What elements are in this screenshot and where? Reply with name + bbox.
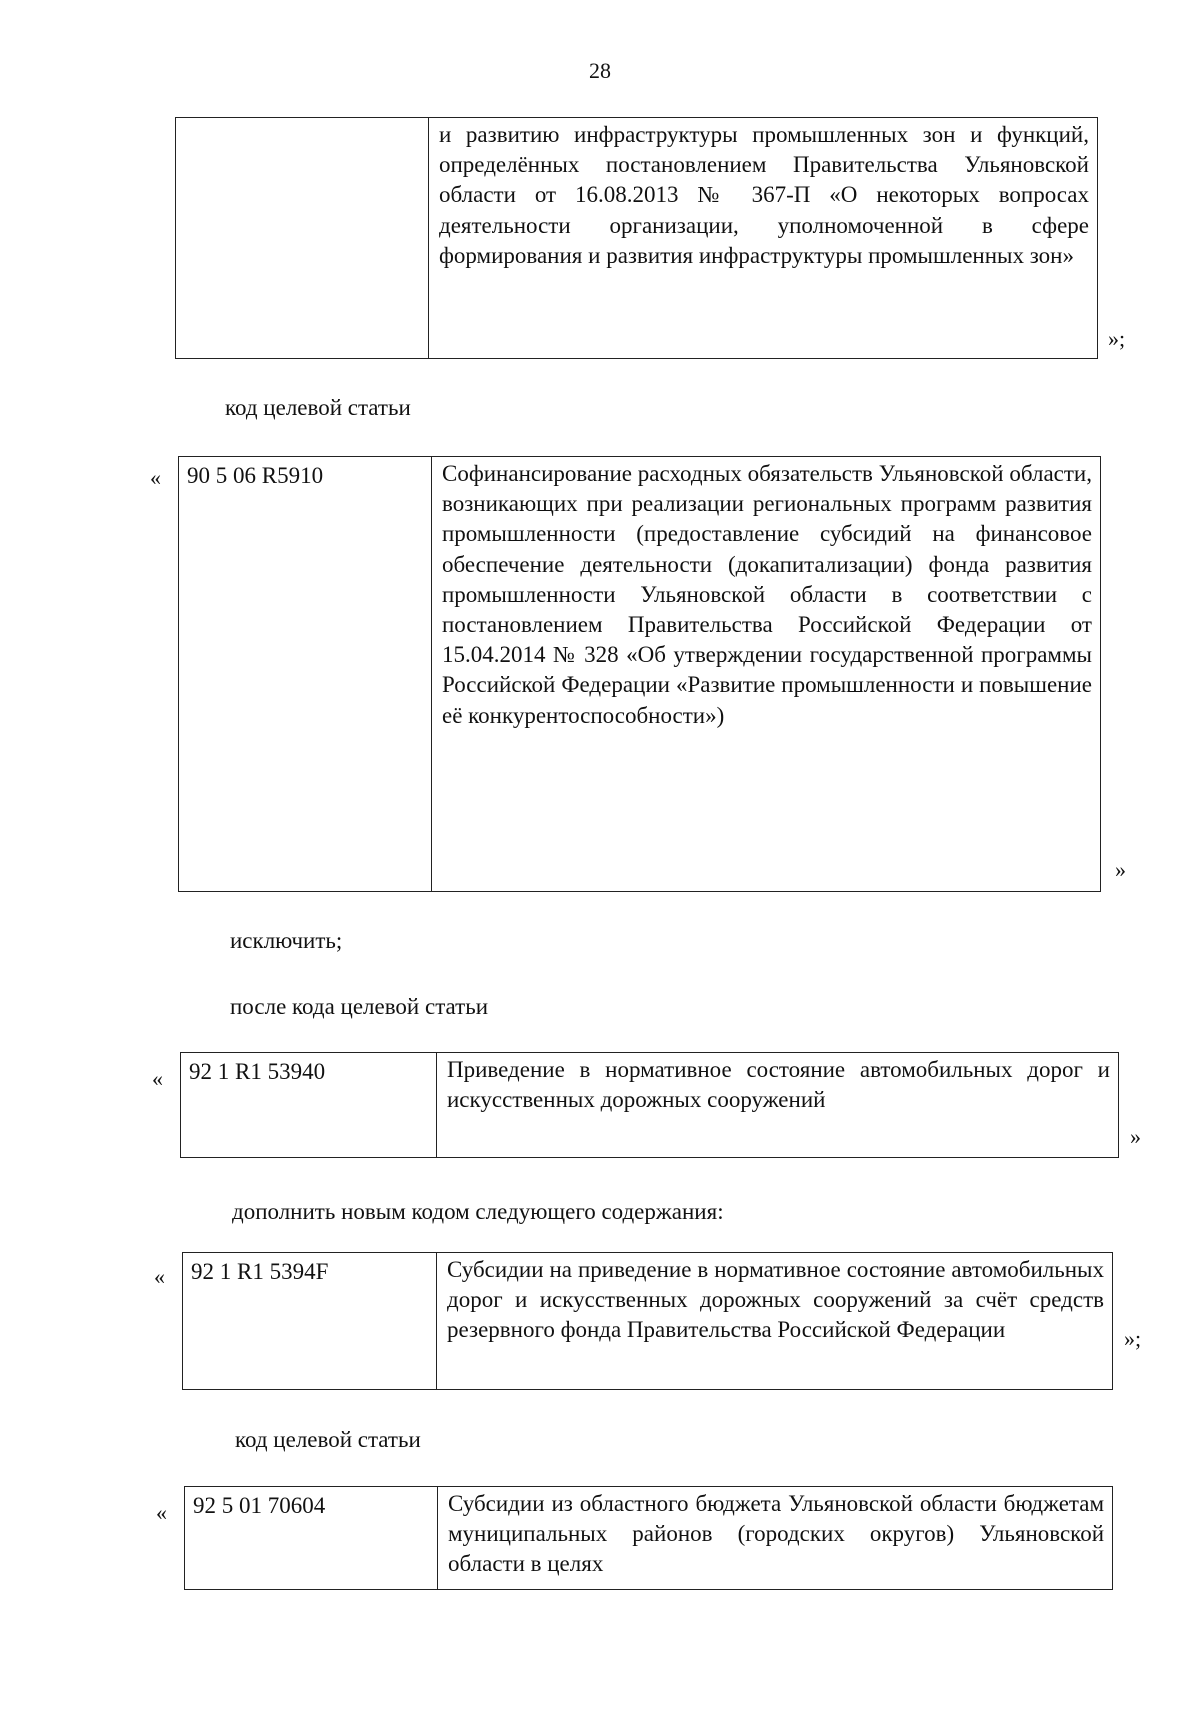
opening-quote: «: [156, 1500, 167, 1525]
closing-quote: »;: [1108, 326, 1126, 351]
description-cell: Субсидии на приведение в нормативное состояние автомобильных дорог и искусственных дорожных сооружений за счёт средств резервного фонда Правительства Российской Федерации: [437, 1253, 1113, 1390]
code-cell: 92 1 R1 5394F: [183, 1253, 437, 1390]
paragraph-exclude: исключить;: [230, 928, 343, 953]
code-cell: 90 5 06 R5910: [179, 457, 432, 892]
code-cell: 92 5 01 70604: [185, 1487, 438, 1590]
closing-quote: »;: [1124, 1326, 1142, 1351]
code-table-92-5-01-70604: [184, 1486, 1113, 1590]
paragraph-target-code: код целевой статьи: [225, 395, 411, 420]
code-cell: [176, 118, 429, 359]
code-table-92-1-R1-53940: [180, 1052, 1119, 1158]
code-table-90-5-06-R5910: [178, 456, 1101, 892]
description-cell: Субсидии из областного бюджета Ульяновской области бюджетам муниципальных районов (городских округов) Ульяновской области в целях: [438, 1487, 1113, 1590]
paragraph-target-code-2: код целевой статьи: [235, 1427, 421, 1452]
opening-quote: «: [150, 465, 161, 490]
closing-quote: »: [1115, 857, 1126, 882]
opening-quote: «: [154, 1264, 165, 1289]
description-cell: Приведение в нормативное состояние автомобильных дорог и искусственных дорожных сооружений: [437, 1053, 1119, 1158]
description-cell: и развитию инфраструктуры промышленных зон и функций, определённых постановлением Правительства Ульяновской области от 16.08.2013 № 367-П «О некоторых вопросах деятельности организации, уполномоченной в сфере формирования и развития инфраструктуры промышленных зон»: [429, 118, 1098, 359]
code-cell: 92 1 R1 53940: [181, 1053, 437, 1158]
paragraph-after-code: после кода целевой статьи: [230, 994, 488, 1019]
opening-quote: «: [152, 1066, 163, 1091]
paragraph-add-new-code: дополнить новым кодом следующего содержания:: [232, 1199, 724, 1224]
closing-quote: »: [1130, 1124, 1141, 1149]
description-cell: Софинансирование расходных обязательств Ульяновской области, возникающих при реализации региональных программ развития промышленности (предоставление субсидий на финансовое обеспечение деятельности (докапитализации) фонда развития промышленности Ульяновской области в соответствии с постановлением Правительства Российской Федерации от 15.04.2014 № 328 «Об утверждении государственной программы Российской Федерации «Развитие промышленности и повышение её конкурентоспособности»): [432, 457, 1101, 892]
page-number: 28: [589, 58, 611, 83]
code-table-92-1-R1-5394F: [182, 1252, 1113, 1390]
code-table-continuation: [175, 117, 1098, 359]
